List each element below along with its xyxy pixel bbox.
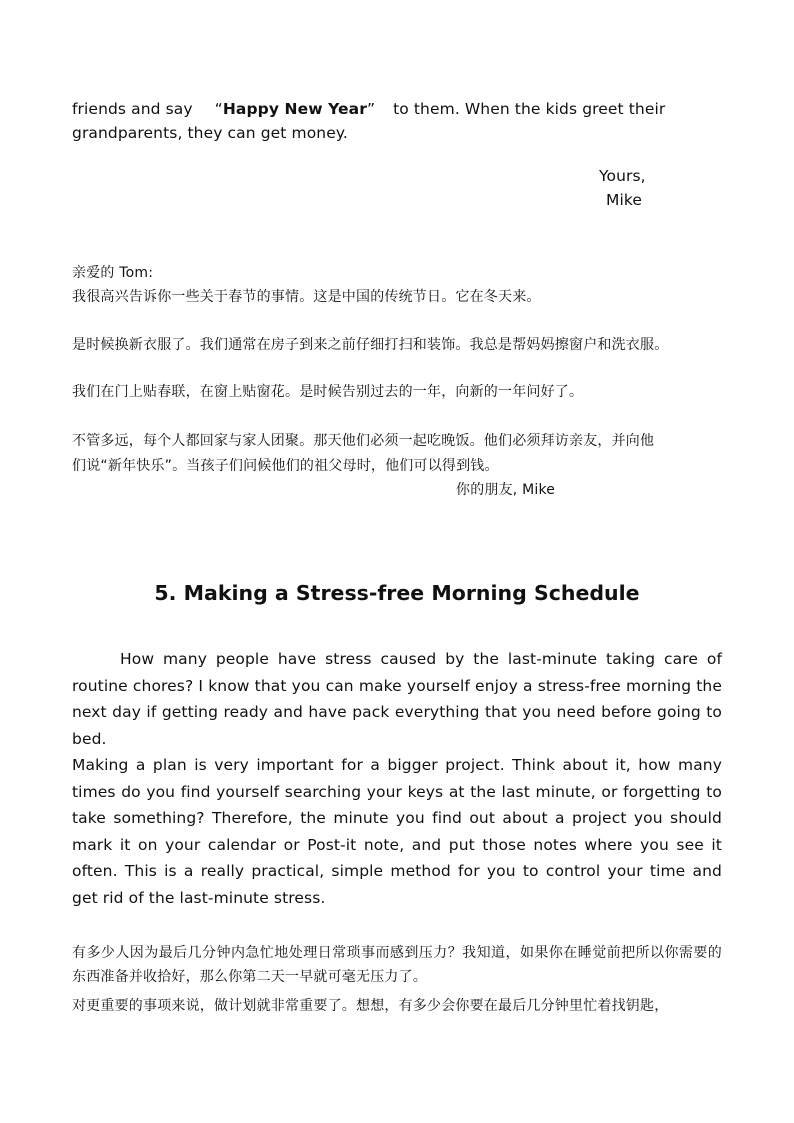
cn-article-paragraph-1: 有多少人因为最后几分钟内急忙地处理日常琐事而感到压力？我知道，如果你在睡觉前把所以你需要的东西准备并收拾好，那么你第二天一早就可毫无压力了。 [72,945,722,985]
cn-salutation: 亲爱的 Tom: [72,265,154,281]
letter-line-1-pre: friends and say [72,100,193,118]
cn-paragraph-1: 我很高兴告诉你一些关于春节的事情。这是中国的传统节日。它在冬天来。 [72,289,541,305]
cn-paragraph-2: 是时候换新衣服了。我们通常在房子到来之前仔细打扫和装饰。我总是帮妈妈擦窗户和洗衣服。 [72,337,669,353]
cn-article-paragraph-2: 对更重要的事项来说，做计划就非常重要了。想想，有多少会你要在最后几分钟里忙着找钥匙， [72,998,669,1014]
letter-line-1 [72,97,722,121]
cn-signoff: 你的朋友, Mike [456,482,556,498]
letter-line-2: grandparents, they can get money. [72,124,348,142]
article-paragraph-1: How many people have stress caused by the last-minute taking care of routine chores? I know that you can make yourself enjoy a stress-free morning the next day if getting ready and have pack everything that you need before going to bed. [72,650,722,748]
cn-paragraph-4-line-2: 们说“新年快乐”。当孩子们问候他们的祖父母时，他们可以得到钱。 [72,458,499,474]
article-paragraph-2: Making a plan is very important for a bigger project. Think about it, how many times do you find yourself searching your keys at the last minute, or forgetting to take something? Therefore, the minute you find out about a project you should mark it on your calendar or Post-it note, and put those notes where you see it often. This is a really practical, simple method for you to control your time and get rid of the last-minute stress. [72,756,722,907]
cn-paragraph-3: 我们在门上贴春联，在窗上贴窗花。是时候告别过去的一年，向新的一年问好了。 [72,384,584,400]
happy-new-year-bold: Happy New Year [222,100,367,118]
quote-close: ” [366,100,376,118]
quote-open: “ [214,100,223,118]
letter-signature: Mike [606,191,643,209]
letter-closing: Yours, [599,167,646,185]
section-title: 5. Making a Stress-free Morning Schedule [154,581,640,605]
cn-paragraph-4-line-1: 不管多远，每个人都回家与家人团聚。那天他们必须一起吃晚饭。他们必须拜访亲友，并向他 [72,433,655,449]
letter-line-1-post: to them. When the kids greet their [393,100,666,118]
